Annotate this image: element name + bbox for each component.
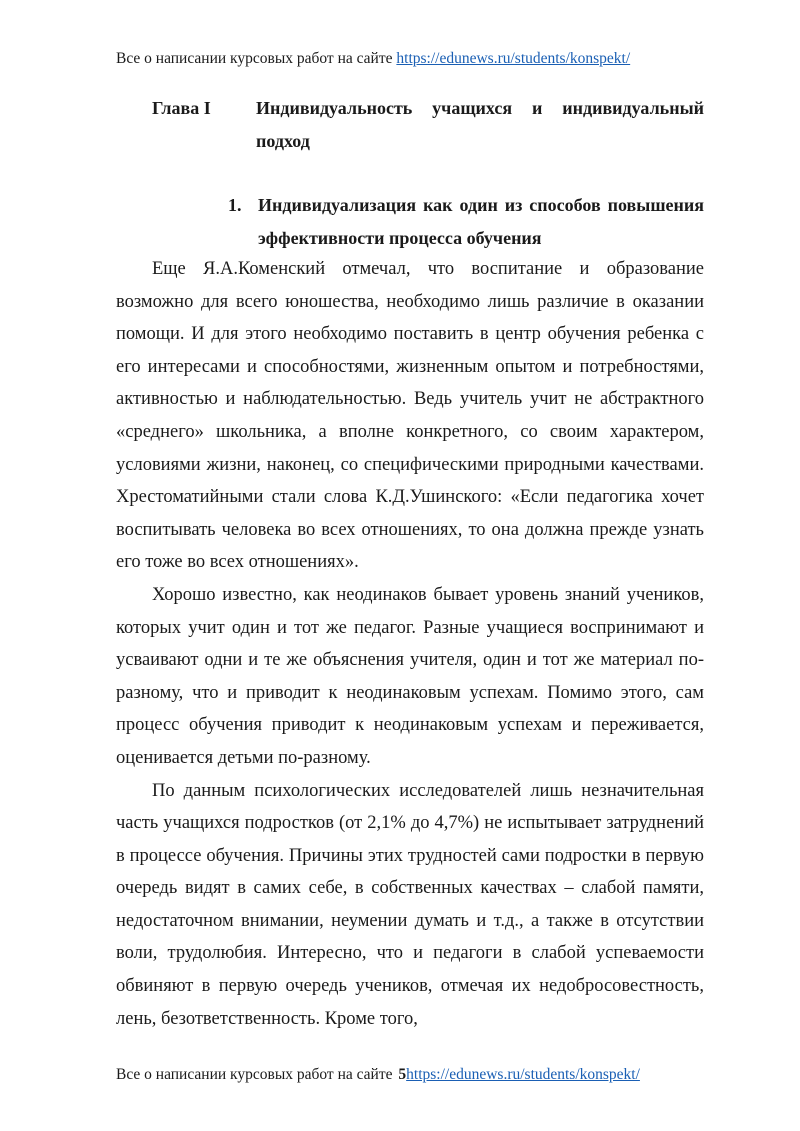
footer-text: Все о написании курсовых работ на сайте bbox=[116, 1066, 397, 1083]
paragraph: Хорошо известно, как неодинаков бывает уровень знаний учеников, которых учит один и тот же педагог. Разные учащиеся воспринимают и усваивают одни и те же объяснения учителя, один и тот же материал по-разному, что и приводит к неодинаковым успехам. Помимо этого, сам процесс обучения приводит к неодинаковым успехам и переживается, оценивается детьми по-разному. bbox=[116, 584, 704, 768]
body-text bbox=[116, 253, 704, 1035]
page-number: 5 bbox=[398, 1066, 407, 1083]
page-footer bbox=[116, 1065, 640, 1085]
chapter-number: Глава I bbox=[152, 98, 211, 118]
header-text: Все о написании курсовых работ на сайте bbox=[116, 50, 397, 67]
chapter-heading bbox=[152, 92, 704, 158]
footer-link[interactable]: https://edunews.ru/students/konspekt/ bbox=[406, 1066, 640, 1083]
section-number: 1. bbox=[228, 195, 242, 215]
section-heading bbox=[228, 189, 704, 255]
paragraph: Еще Я.А.Коменский отмечал, что воспитание и образование возможно для всего юношества, необходимо лишь различие в оказании помощи. И для этого необходимо поставить в центр обучения ребенка с его интересами и способностями, жизненным опытом и потребностями, активностью и наблюдательностью. Ведь учитель учит не абстрактного «среднего» школьника, а вполне конкретного, со своим характером, условиями жизни, наконец, со специфическими природными качествами. Хрестоматийными стали слова К.Д.Ушинского: «Если педагогика хочет воспитывать человека во всех отношениях, то она должна прежде узнать его тоже во всех отношениях». bbox=[116, 259, 704, 573]
section-title: Индивидуализация как один из способов повышения эффективности процесса обучения bbox=[258, 195, 704, 248]
paragraph: По данным психологических исследователей лишь незначительная часть учащихся подростков (от 2,1% до 4,7%) не испытывает затруднений в процессе обучения. Причины этих трудностей сами подростки в первую очередь видят в самих себе, в собственных качествах – слабой памяти, недостаточном внимании, неумении думать и т.д., а также в отсутствии воли, трудолюбия. Интересно, что и педагоги в слабой успеваемости обвиняют в первую очередь учеников, отмечая их недобросовестность, лень, безответственность. Кроме того, bbox=[116, 780, 704, 1029]
chapter-title: Индивидуальность учащихся и индивидуальный подход bbox=[256, 98, 704, 151]
header-link[interactable]: https://edunews.ru/students/konspekt/ bbox=[396, 50, 631, 67]
page-header bbox=[116, 49, 630, 69]
